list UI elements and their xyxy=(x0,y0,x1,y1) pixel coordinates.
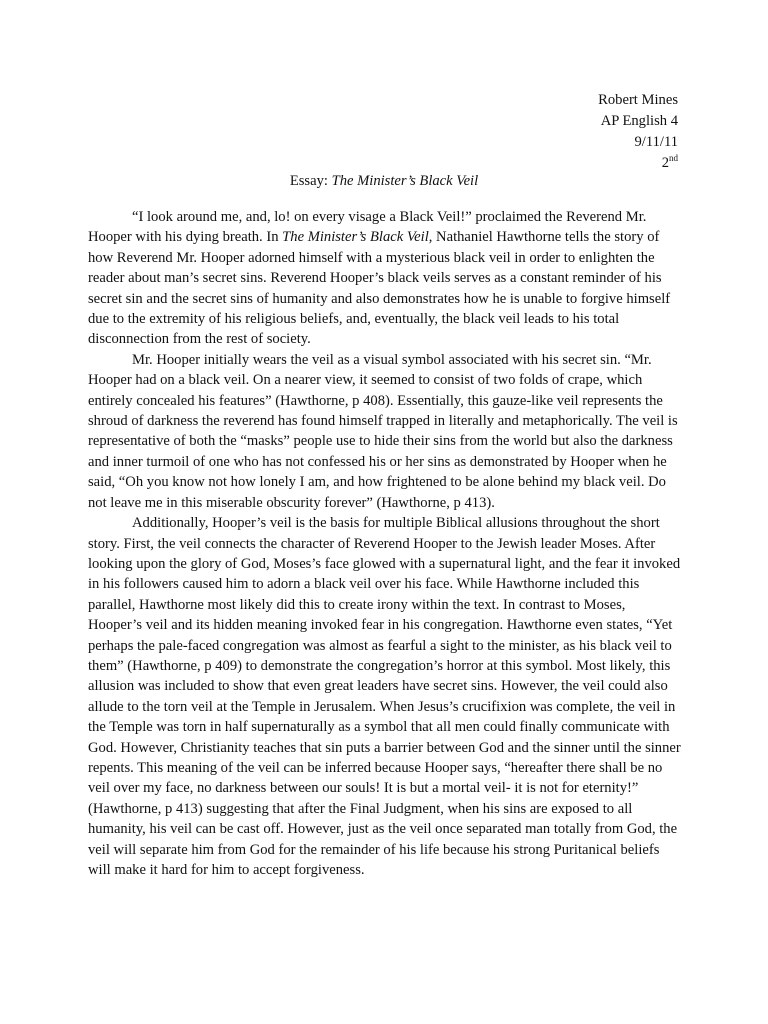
author-name: Robert Mines xyxy=(598,92,678,108)
paragraph-intro-part-2: , Nathaniel Hawthorne tells the story of how Reverend Mr. Hooper adorned himself with a mysterious black veil in order to enlighten the reader about man’s secret sins. Reverend Hooper’s black veils serves as a constant reminder of his secret sin and the secret sins of humanity and also demonstrates how he is unable to forgive himself due to the extremity of his religious beliefs, and, eventually, the black veil leads to his total disconnection from the rest of society. xyxy=(88,229,671,348)
essay-title-prefix: Essay: xyxy=(289,173,332,189)
essay-header xyxy=(598,90,678,174)
course-name: AP English 4 xyxy=(600,113,678,129)
period-number: 2 xyxy=(661,155,669,171)
essay-title-work: The Minister’s Black Veil xyxy=(331,173,479,189)
paragraph-intro-work-title: The Minister’s Black Veil xyxy=(282,229,429,246)
essay-date: 9/11/11 xyxy=(634,134,678,150)
paragraph-intro-part-1: “I look around me, and, lo! on every visage a Black Veil!” proclaimed the Reverend Mr. Hooper with his dying breath. In xyxy=(88,209,647,246)
paragraph-intro xyxy=(88,207,682,350)
paragraph-biblical-allusions: Additionally, Hooper’s veil is the basis for multiple Biblical allusions throughout the short story. First, the veil connects the character of Reverend Hooper to the Jewish leader Moses. After looking upon the glory of God, Moses’s face glowed with a supernatural light, and the fear it invoked in his followers caused him to adorn a black veil over his face. While Hawthorne included this parallel, Hawthorne most likely did this to create irony within the text. In contrast to Moses, Hooper’s veil and its hidden meaning invoked fear in his congregation. Hawthorne even states, “Yet perhaps the pale-faced congregation was almost as fearful a sight to the minister, as his black veil to them” (Hawthorne, p 409) to demonstrate the congregation’s horror at this symbol. Most likely, this allusion was included to show that even great leaders have secret sins. However, the veil could also allude to the torn veil at the Temple in Jerusalem. When Jesus’s crucifixion was complete, the veil in the Temple was torn in half supernaturally as a symbol that all men could finally communicate with God. However, Christianity teaches that sin puts a barrier between God and the sinner until the sinner repents. This meaning of the veil can be inferred because Hooper says, “hereafter there shall be no veil over my face, no darkness between our souls! It is but a mortal veil- it is not for eternity!” (Hawthorne, p 413) suggesting that after the Final Judgment, when his sins are exposed to all humanity, his veil can be cast off. However, just as the veil once separated man totally from God, the veil will separate him from God for the remainder of his life because his strong Puritanical beliefs will make it hard for him to accept forgiveness. xyxy=(88,515,681,878)
essay-body xyxy=(88,207,682,880)
paragraph-veil-symbol: Mr. Hooper initially wears the veil as a visual symbol associated with his secret sin. “Mr. Hooper had on a black veil. On a nearer view, it seemed to consist of two folds of crape, which entirely concealed his features” (Hawthorne, p 408). Essentially, this gauze-like veil represents the shroud of darkness the reverend has found himself trapped in literally and metaphorically. The veil is representative of both the “masks” people use to hide their sins from the world but also the darkness and inner turmoil of one who has not confessed his or her sins as demonstrated by Hooper when he said, “Oh you know not how lonely I am, and how frightened to be alone behind my black veil. Do not leave me in this miserable obscurity forever” (Hawthorne, p 413). xyxy=(88,351,678,511)
essay-title xyxy=(0,171,768,192)
period-suffix: nd xyxy=(669,153,678,164)
